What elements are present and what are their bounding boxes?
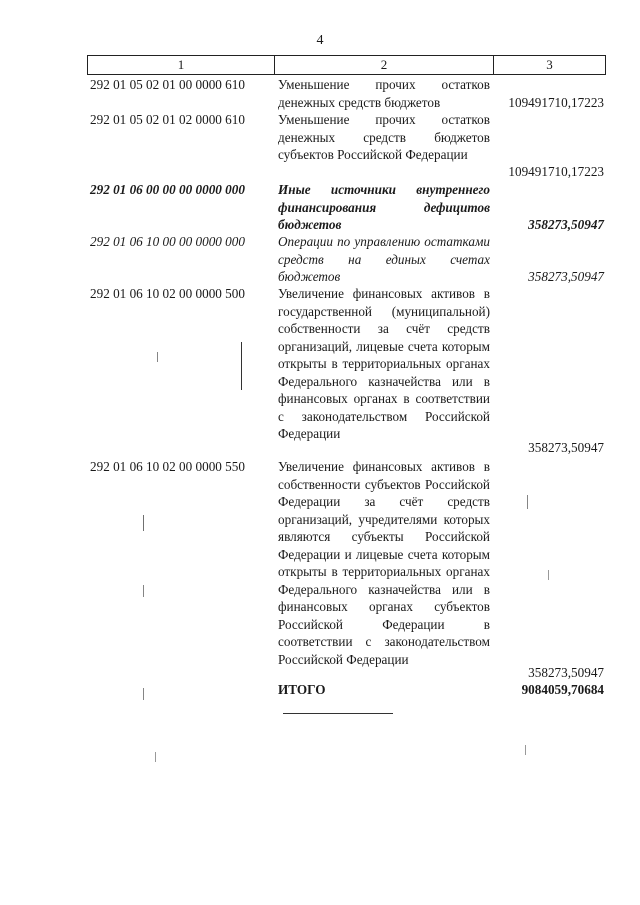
closing-line <box>283 713 393 714</box>
row-name: Увеличение финансовых активов в собственности субъектов Российской Федерации за счёт средств организаций, учредителями которых являются субъекты Российской Федерации и лицевые счета которым открыты в территориальных органах Федерального казначейства или в финансовых органах субъектов Российской Федерации в соответствии с законодательством Российской Федерации <box>278 459 490 667</box>
header-col-3: 3 <box>546 57 553 72</box>
row-amount: 358273,50947 <box>528 665 604 680</box>
page-number: 4 <box>316 33 324 48</box>
scan-mark <box>157 352 158 362</box>
header-bottom-border <box>87 74 605 75</box>
row-amount: 358273,50947 <box>528 269 604 284</box>
row-amount: 109491710,17223 <box>508 95 604 110</box>
row-code: 292 01 05 02 01 00 0000 610 <box>90 77 245 92</box>
scan-mark <box>143 688 144 700</box>
row-amount: 358273,50947 <box>528 440 604 455</box>
row-code: 292 01 06 00 00 00 0000 000 <box>90 182 245 197</box>
scan-mark <box>241 342 242 390</box>
row-name: Увеличение финансовых активов в государственной (муниципальной) собственности за счёт средств организаций, лицевые счета которым открыты в территориальных органах Федерального казначейства или в финансовых органах в соответствии с законодательством Российской Федерации <box>278 286 490 441</box>
scan-mark <box>548 570 549 580</box>
row-name: Уменьшение прочих остатков денежных средств бюджетов <box>278 77 490 110</box>
row-code: 292 01 06 10 02 00 0000 550 <box>90 459 245 474</box>
row-amount: 358273,50947 <box>528 217 604 232</box>
scan-mark <box>143 515 144 531</box>
row-code: 292 01 06 10 02 00 0000 500 <box>90 286 245 301</box>
row-amount: 109491710,17223 <box>508 164 604 179</box>
row-code: 292 01 05 02 01 02 0000 610 <box>90 112 245 127</box>
scan-mark <box>143 585 144 597</box>
row-name: Уменьшение прочих остатков денежных средств бюджетов субъектов Российской Федерации <box>278 112 490 162</box>
header-right-border <box>605 55 606 75</box>
scan-mark <box>155 752 156 762</box>
row-code: 292 01 06 10 00 00 0000 000 <box>90 234 245 249</box>
row-name: Иные источники внутреннего финансирования дефицитов бюджетов <box>278 182 490 232</box>
header-col-1: 1 <box>177 57 185 72</box>
total-label: ИТОГО <box>278 682 326 697</box>
header-col-2: 2 <box>380 57 388 72</box>
total-amount: 9084059,70684 <box>521 682 604 697</box>
scan-mark <box>525 745 526 755</box>
row-name: Операции по управлению остатками средств на единых счетах бюджетов <box>278 234 490 284</box>
scan-mark <box>527 495 528 509</box>
